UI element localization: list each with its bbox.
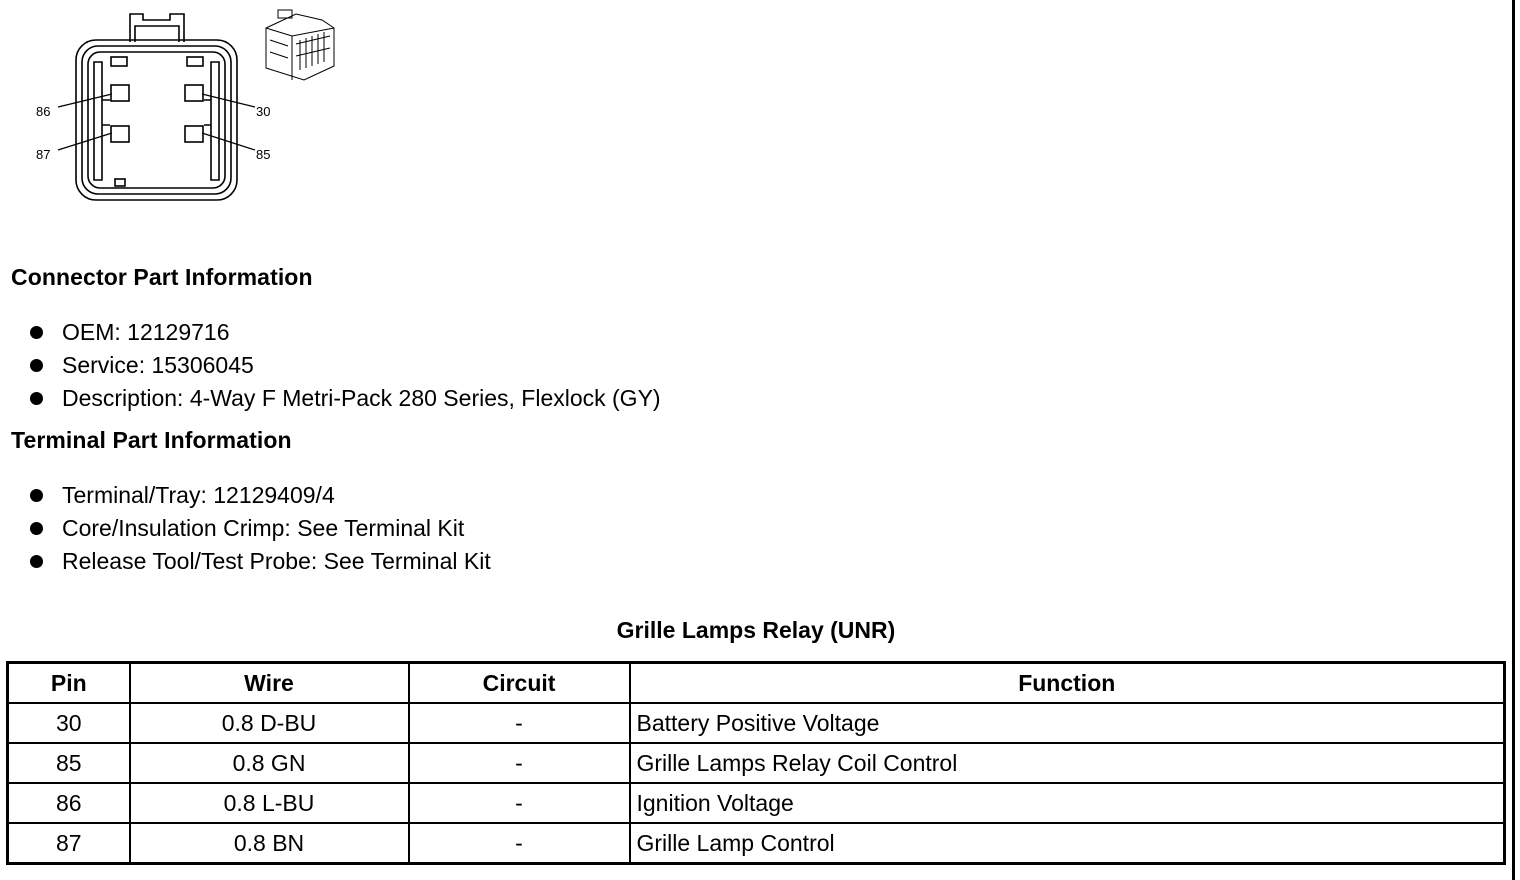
function-cell: Grille Lamp Control bbox=[630, 823, 1505, 864]
bullet-icon bbox=[30, 359, 43, 372]
connector-description: Description: 4-Way F Metri-Pack 280 Series, Flexlock (GY) bbox=[62, 385, 661, 411]
table-row bbox=[8, 743, 1505, 783]
function-cell: Ignition Voltage bbox=[630, 783, 1505, 823]
terminal-part-info-list bbox=[30, 479, 491, 578]
pin-label-85: 85 bbox=[256, 147, 271, 162]
core-insulation-crimp: Core/Insulation Crimp: See Terminal Kit bbox=[62, 515, 465, 541]
column-header-pin: Pin bbox=[8, 663, 130, 704]
wire-cell: 0.8 L-BU bbox=[130, 783, 409, 823]
pin-cell: 87 bbox=[8, 823, 130, 864]
connector-part-info-list bbox=[30, 316, 661, 415]
table-row bbox=[8, 823, 1505, 864]
circuit-cell: - bbox=[409, 703, 630, 743]
table-title: Grille Lamps Relay (UNR) bbox=[616, 617, 896, 643]
connector-thumbnail-icon bbox=[266, 10, 334, 80]
table-row bbox=[8, 703, 1505, 743]
circuit-cell: - bbox=[409, 823, 630, 864]
wire-cell: 0.8 GN bbox=[130, 743, 409, 783]
circuit-cell: - bbox=[409, 743, 630, 783]
pin-label-86: 86 bbox=[36, 104, 51, 119]
connector-face-diagram bbox=[0, 0, 360, 220]
pin-cell: 86 bbox=[8, 783, 130, 823]
pin-label-30: 30 bbox=[256, 104, 271, 119]
connector-part-info-heading: Connector Part Information bbox=[11, 264, 313, 290]
list-item bbox=[30, 382, 661, 415]
column-header-circuit: Circuit bbox=[409, 663, 630, 704]
bullet-icon bbox=[30, 489, 43, 502]
pin-cell: 30 bbox=[8, 703, 130, 743]
pin-cell: 85 bbox=[8, 743, 130, 783]
list-item bbox=[30, 479, 491, 512]
function-cell: Grille Lamps Relay Coil Control bbox=[630, 743, 1505, 783]
column-header-wire: Wire bbox=[130, 663, 409, 704]
bullet-icon bbox=[30, 392, 43, 405]
page-border-rule bbox=[1512, 0, 1515, 880]
list-item bbox=[30, 545, 491, 578]
circuit-cell: - bbox=[409, 783, 630, 823]
table-row bbox=[8, 783, 1505, 823]
terminal-tray: Terminal/Tray: 12129409/4 bbox=[62, 482, 335, 508]
table-header-row bbox=[8, 663, 1505, 704]
column-header-function: Function bbox=[630, 663, 1505, 704]
terminal-part-info-heading: Terminal Part Information bbox=[11, 427, 292, 453]
bullet-icon bbox=[30, 555, 43, 568]
release-tool-test-probe: Release Tool/Test Probe: See Terminal Kit bbox=[62, 548, 491, 574]
list-item bbox=[30, 316, 661, 349]
oem-part-number: OEM: 12129716 bbox=[62, 319, 230, 345]
pin-function-table bbox=[6, 661, 1506, 865]
service-part-number: Service: 15306045 bbox=[62, 352, 254, 378]
list-item bbox=[30, 349, 661, 382]
wire-cell: 0.8 D-BU bbox=[130, 703, 409, 743]
bullet-icon bbox=[30, 522, 43, 535]
list-item bbox=[30, 512, 491, 545]
function-cell: Battery Positive Voltage bbox=[630, 703, 1505, 743]
bullet-icon bbox=[30, 326, 43, 339]
pin-label-87: 87 bbox=[36, 147, 51, 162]
wire-cell: 0.8 BN bbox=[130, 823, 409, 864]
